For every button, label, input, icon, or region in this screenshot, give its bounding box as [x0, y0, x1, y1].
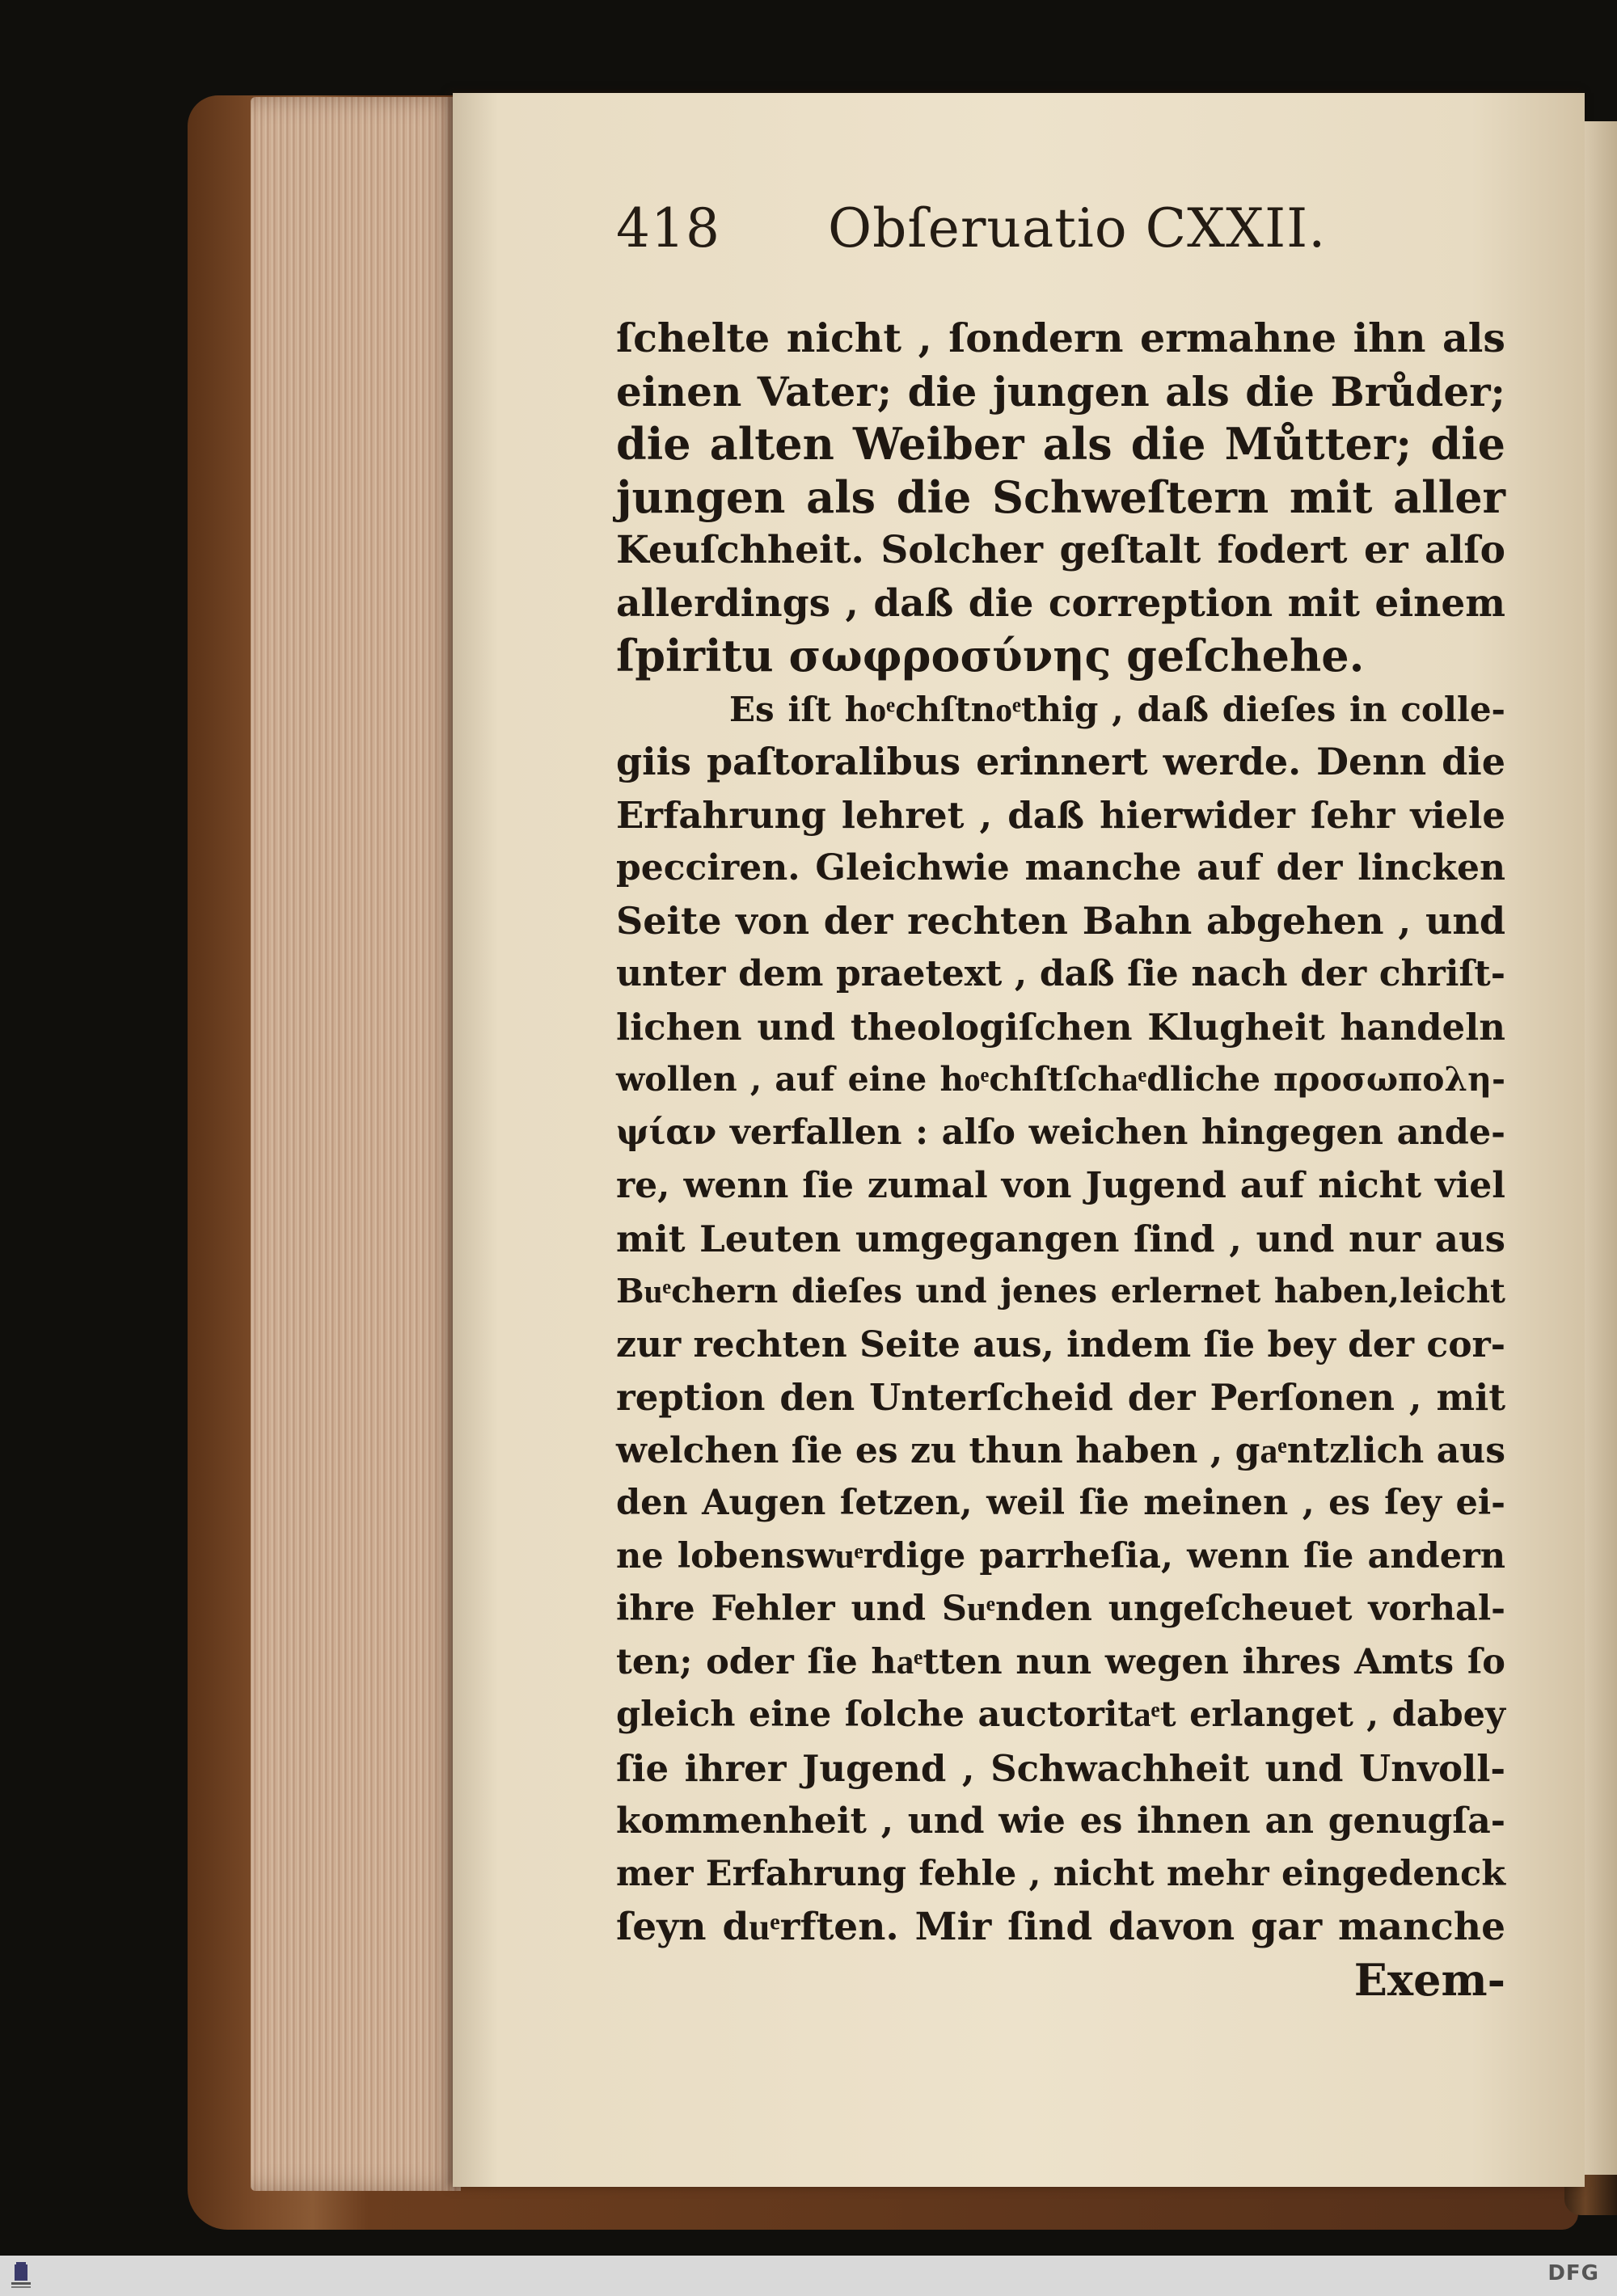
text-line: Erfahrung lehret , daß hierwider ſehr viele: [616, 793, 1505, 837]
library-logo-icon: [5, 2260, 37, 2292]
facing-page-edge: [1585, 121, 1617, 2175]
page-header: [616, 194, 1505, 275]
text-line: Buͤchern dieſes und jenes erlernet haben,leicht: [616, 1272, 1505, 1310]
text-line: kommenheit , und wie es ihnen an genugſa-: [616, 1800, 1505, 1842]
text-line: die alten Weiber als die Můtter; die: [616, 418, 1505, 470]
text-line: ne lobenswuͤrdige parrheſia, wenn ſie andern: [616, 1535, 1505, 1576]
catchword: Exem-: [1353, 1953, 1505, 2006]
text-line: wollen , auf eine hoͤchſtſchaͤdliche προσωπολη‑: [616, 1060, 1505, 1099]
running-head: Obſeruatio CXXII.: [828, 197, 1327, 260]
text-line: ten; oder ſie haͤtten nun wegen ihres Amts ſo: [616, 1641, 1505, 1682]
text-line: Seite von der rechten Bahn abgehen , und: [616, 898, 1505, 943]
text-line: zur rechten Seite aus, indem ſie bey der cor-: [616, 1323, 1505, 1365]
text-line: welchen ſie es zu thun haben , gaͤntzlich aus: [616, 1429, 1505, 1471]
viewer-bottom-bar: [0, 2256, 1617, 2296]
text-line: Keuſchheit. Solcher geſtalt fodert er alſo: [616, 528, 1505, 572]
text-line: jungen als die Schweſtern mit aller: [616, 471, 1505, 523]
text-line: ſpiritu σωφροσύνης geſchehe.: [616, 630, 1365, 682]
text-line: ſchelte nicht , ſondern ermahne ihn als: [616, 314, 1505, 361]
text-line: reption den Unterſcheid der Perſonen , mit: [616, 1376, 1505, 1419]
text-line: unter dem praetext , daß ſie nach der chriſt-: [616, 953, 1505, 994]
text-line: ſie ihrer Jugend , Schwachheit und Unvoll-: [616, 1746, 1505, 1790]
dfg-logo: DFG: [1547, 2261, 1599, 2285]
text-line: mer Erfahrung fehle , nicht mehr eingedenck: [616, 1853, 1505, 1894]
text-line: ſeyn duͤrften. Mir ſind davon gar manche: [616, 1905, 1505, 1949]
text-line: giis paſtoralibus erinnert werde. Denn die: [616, 740, 1505, 783]
text-line: pecciren. Gleichwie manche auf der lincken: [616, 847, 1505, 888]
text-line: einen Vater; die jungen als die Brůder;: [616, 367, 1505, 416]
page-number: 418: [616, 197, 720, 260]
page-edges: [251, 97, 461, 2191]
body-text: [616, 312, 1505, 2007]
text-line: mit Leuten umgegangen ſind , und nur aus: [616, 1217, 1505, 1260]
text-line: Es iſt hoͤchſtnoͤthig , daß dieſes in colle-: [729, 689, 1505, 729]
text-line: allerdings , daß die correption mit einem: [616, 580, 1505, 626]
text-line: ihre Fehler und Suͤnden ungeſcheuet vorhal-: [616, 1589, 1505, 1629]
text-line: lichen und theologiſchen Klugheit handeln: [616, 1005, 1505, 1049]
text-line: gleich eine ſolche auctoritaͤt erlanget , dabey: [616, 1695, 1505, 1735]
text-line: re, wenn ſie zumal von Jugend auf nicht viel: [616, 1165, 1505, 1206]
text-line: ψίαν verfallen : alſo weichen hingegen ande-: [616, 1112, 1505, 1153]
text-line: den Augen ſetzen, weil ſie meinen , es ſey ei-: [616, 1483, 1505, 1523]
